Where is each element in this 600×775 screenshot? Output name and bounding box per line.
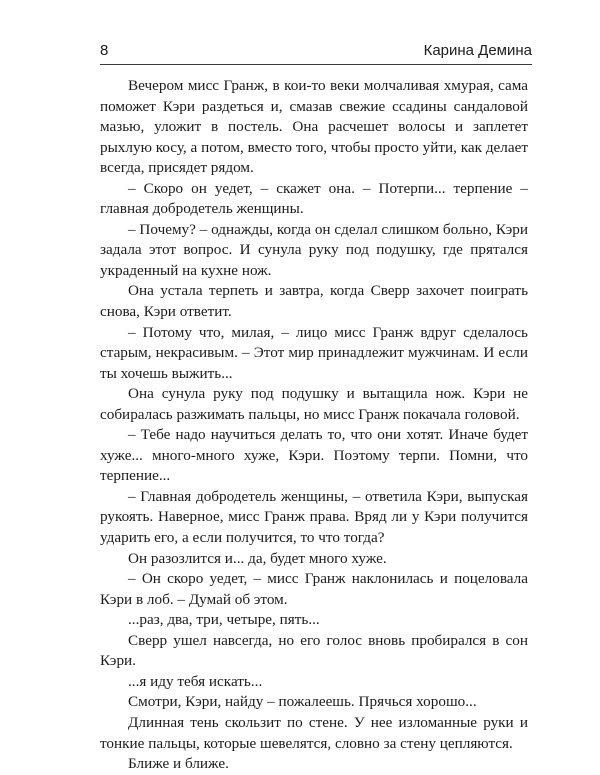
page-header — [100, 40, 532, 65]
paragraph: – Тебе надо научиться делать то, что они хотят. Иначе будет хуже... много-много хуже, Кэри. Поэтому терпи. Помни, что терпение... — [100, 426, 528, 485]
body-text — [100, 76, 528, 775]
paragraph: – Он скоро уедет, – мисс Гранж наклонилась и поцеловала Кэри в лоб. – Думай об этом. — [100, 570, 528, 608]
paragraph: Она сунула руку под подушку и вытащила нож. Кэри не собиралась разжимать пальцы, но мисс Гранж покачала головой. — [100, 385, 528, 423]
page-number: 8 — [100, 42, 109, 59]
paragraph: Сверр ушел навсегда, но его голос вновь пробирался в сон Кэри. — [100, 631, 528, 670]
paragraph: ...раз, два, три, четыре, пять... — [128, 611, 320, 629]
paragraph: – Почему? – однажды, когда он сделал слишком больно, Кэри задала этот вопрос. И сунула руку под подушку, где прятался украденный на кухне нож. — [100, 220, 528, 279]
paragraph: Он разозлится и... да, будет много хуже. — [128, 549, 387, 567]
paragraph: Вечером мисс Гранж, в кои-то веки молчаливая хмурая, сама поможет Кэри раздеться и, смазав свежие ссадины сандаловой мазью, уложит в постель. Она расчешет волосы и заплетет рыхлую косу, а потом, вместо того, чтобы просто уйти, как делает всегда, присядет рядом. — [100, 77, 528, 177]
running-title: Карина Демина — [423, 42, 532, 59]
paragraph: – Потому что, милая, – лицо мисс Гранж вдруг сделалось старым, некрасивым. – Этот мир принадлежит мужчинам. И если ты хочешь выжить... — [100, 323, 528, 382]
paragraph: – Скоро он уедет, – скажет она. – Потерпи... терпение – главная добродетель женщины. — [100, 179, 528, 218]
paragraph: Смотри, Кэри, найду – пожалеешь. Прячься хорошо... — [128, 693, 477, 711]
paragraph: Ближе и ближе. — [128, 755, 229, 773]
paragraph: – Главная добродетель женщины, – ответила Кэри, выпуская рукоять. Наверное, мисс Гранж права. Вряд ли у Кэри получится ударить его, а если получится, то что тогда? — [100, 487, 528, 547]
paragraph: ...я иду тебя искать... — [128, 672, 263, 690]
paragraph: Она устала терпеть и завтра, когда Сверр захочет поиграть снова, Кэри ответит. — [100, 282, 528, 321]
paragraph: Длинная тень скользит по стене. У нее изломанные руки и тонкие пальцы, которые шевелятся, словно за стену цепляются. — [100, 713, 528, 752]
